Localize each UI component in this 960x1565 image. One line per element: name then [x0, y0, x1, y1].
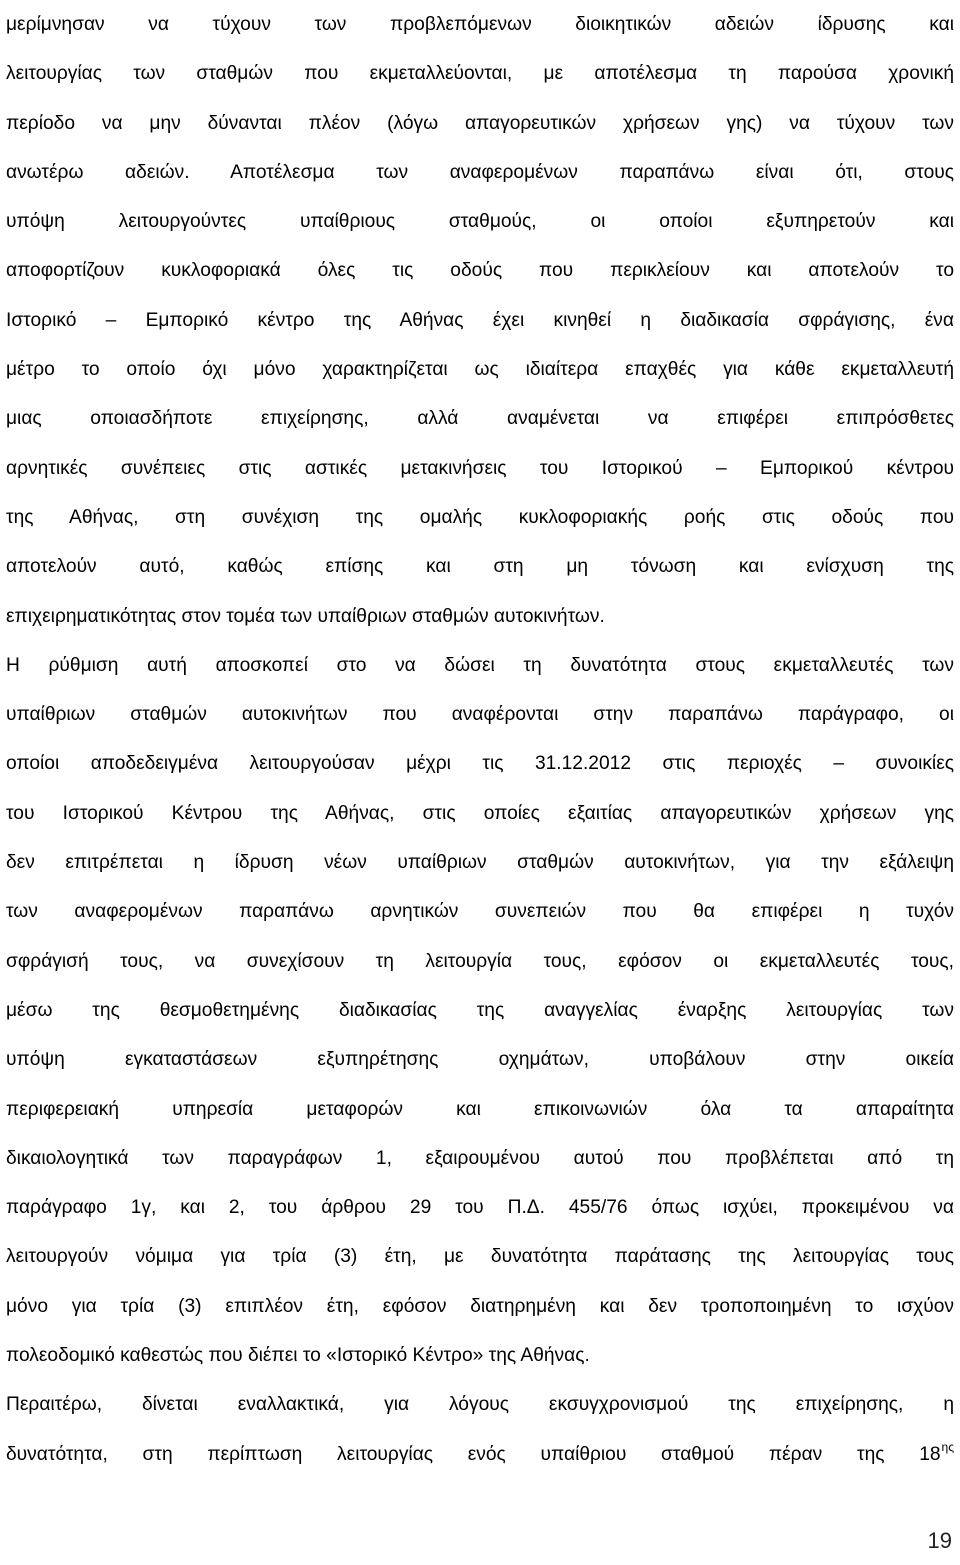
text-line: μέσω της θεσμοθετημένης διαδικασίας της αναγγελίας έναρξης λειτουργίας των [6, 999, 954, 1021]
text-line: μιας οποιασδήποτε επιχείρησης, αλλά αναμένεται να επιφέρει επιπρόσθετες [6, 408, 954, 430]
text-line-content: δυνατότητα, στη περίπτωση λειτουργίας ενός υπαίθριου σταθμού πέραν της 18 [6, 1443, 941, 1465]
text-line: υπόψη λειτουργούντες υπαίθριους σταθμούς, οι οποίοι εξυπηρετούν και [6, 211, 954, 233]
page-number: 19 [927, 1528, 952, 1553]
text-line: λειτουργίας των σταθμών που εκμεταλλεύονται, με αποτέλεσμα τη παρούσα χρονική [6, 63, 954, 85]
text-line: Ιστορικό – Εμπορικό κέντρο της Αθήνας έχει κινηθεί η διαδικασία σφράγισης, ένα [6, 309, 954, 331]
text-line: σφράγισή τους, να συνεχίσουν τη λειτουργία τους, εφόσον οι εκμεταλλευτές τους, [6, 950, 954, 972]
ordinal-superscript: ης [941, 1439, 954, 1454]
text-line: των αναφερομένων παραπάνω αρνητικών συνεπειών που θα επιφέρει η τυχόν [6, 901, 954, 923]
text-line: της Αθήνας, στη συνέχιση της ομαλής κυκλοφοριακής ροής στις οδούς που [6, 506, 954, 528]
text-line: λειτουργούν νόμιμα για τρία (3) έτη, με δυνατότητα παράτασης της λειτουργίας τους [6, 1246, 954, 1268]
text-line: οποίοι αποδεδειγμένα λειτουργούσαν μέχρι τις 31.12.2012 στις περιοχές – συνοικίες [6, 753, 954, 775]
text-line: περιφερειακή υπηρεσία μεταφορών και επικοινωνιών όλα τα απαραίτητα [6, 1098, 954, 1120]
text-line: Η ρύθμιση αυτή αποσκοπεί στο να δώσει τη δυνατότητα στους εκμεταλλευτές των [6, 654, 954, 676]
text-line: μόνο για τρία (3) επιπλέον έτη, εφόσον διατηρημένη και δεν τροποποιημένη το ισχύον [6, 1295, 954, 1317]
text-line: δεν επιτρέπεται η ίδρυση νέων υπαίθριων σταθμών αυτοκινήτων, για την εξάλειψη [6, 852, 954, 874]
text-line: Περαιτέρω, δίνεται εναλλακτικά, για λόγους εκσυγχρονισμού της επιχείρησης, η [6, 1394, 954, 1416]
text-line-with-superscript [6, 1430, 954, 1479]
text-line: αποτελούν αυτό, καθώς επίσης και στη μη τόνωση και ενίσχυση της [6, 556, 954, 578]
text-line: μέτρο το οποίο όχι μόνο χαρακτηρίζεται ως ιδιαίτερα επαχθές για κάθε εκμεταλλευτή [6, 359, 954, 381]
text-line: μερίμνησαν να τύχουν των προβλεπόμενων διοικητικών αδειών ίδρυσης και [6, 14, 954, 35]
text-line: υπαίθριων σταθμών αυτοκινήτων που αναφέρονται στην παραπάνω παράγραφο, οι [6, 704, 954, 726]
text-line: αποφορτίζουν κυκλοφοριακά όλες τις οδούς που περικλείουν και αποτελούν το [6, 260, 954, 282]
text-line: αρνητικές συνέπειες στις αστικές μετακινήσεις του Ιστορικού – Εμπορικού κέντρου [6, 457, 954, 479]
text-line: υπόψη εγκαταστάσεων εξυπηρέτησης οχημάτων, υποβάλουν στην οικεία [6, 1049, 954, 1071]
text-line: δικαιολογητικά των παραγράφων 1, εξαιρουμένου αυτού που προβλέπεται από τη [6, 1147, 954, 1169]
document-body [6, 0, 954, 1479]
text-line: ανωτέρω αδειών. Αποτέλεσμα των αναφερομένων παραπάνω είναι ότι, στους [6, 161, 954, 183]
text-line: πολεοδομικό καθεστώς που διέπει το «Ιστορικό Κέντρο» της Αθήνας. [6, 1345, 590, 1367]
text-line: περίοδο να μην δύνανται πλέον (λόγω απαγορευτικών χρήσεων γης) να τύχουν των [6, 112, 954, 134]
text-line: παράγραφο 1γ, και 2, του άρθρου 29 του Π.Δ. 455/76 όπως ισχύει, προκειμένου να [6, 1197, 954, 1219]
text-line: του Ιστορικού Κέντρου της Αθήνας, στις οποίες εξαιτίας απαγορευτικών χρήσεων γης [6, 802, 954, 824]
text-line: επιχειρηματικότητας στον τομέα των υπαίθριων σταθμών αυτοκινήτων. [6, 605, 605, 627]
